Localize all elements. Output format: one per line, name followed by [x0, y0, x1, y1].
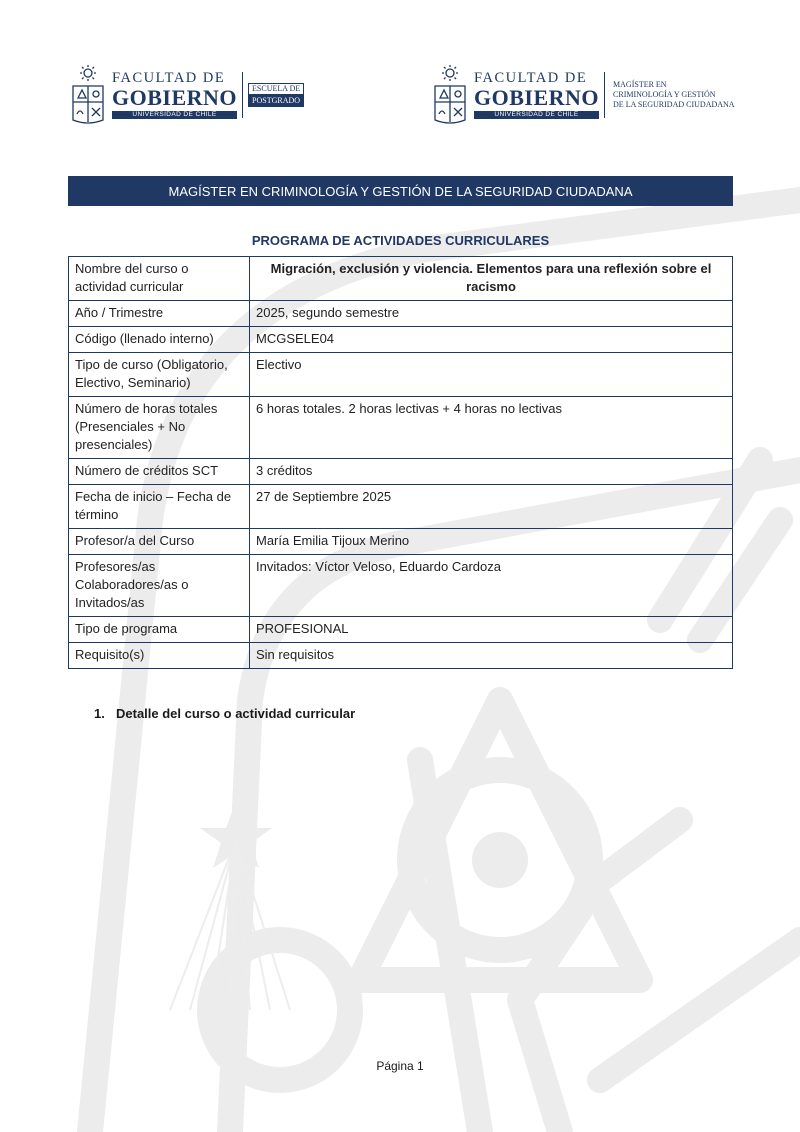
row-label: Número de horas totales (Presenciales + No presenciales): [69, 397, 250, 459]
row-label: Profesores/as Colaboradores/as o Invitados/as: [69, 555, 250, 617]
faculty-line-2: GOBIERNO: [112, 84, 238, 110]
row-value: María Emilia Tijoux Merino: [250, 529, 733, 555]
row-label: Nombre del curso o actividad curricular: [69, 257, 250, 301]
row-label: Número de créditos SCT: [69, 459, 250, 485]
row-value: 6 horas totales. 2 horas lectivas + 4 horas no lectivas: [250, 397, 733, 459]
program-line-1: MAGÍSTER EN: [613, 80, 667, 89]
table-row: [69, 643, 733, 669]
row-label: Tipo de programa: [69, 617, 250, 643]
table-row: [69, 327, 733, 353]
row-label: Tipo de curso (Obligatorio, Electivo, Seminario): [69, 353, 250, 397]
faculty-logo-left: [70, 64, 304, 126]
row-value: Electivo: [250, 353, 733, 397]
row-label: Fecha de inicio – Fecha de término: [69, 485, 250, 529]
row-value: 27 de Septiembre 2025: [250, 485, 733, 529]
faculty-line-1: FACULTAD DE: [474, 70, 588, 86]
table-row: [69, 353, 733, 397]
table-row: [69, 301, 733, 327]
logo-divider: [242, 72, 243, 118]
row-value: Sin requisitos: [250, 643, 733, 669]
program-banner: [68, 176, 733, 206]
faculty-line-1: FACULTAD DE: [112, 70, 226, 86]
university-label: UNIVERSIDAD DE CHILE: [474, 111, 599, 120]
course-detail-heading: [94, 706, 355, 721]
program-line-3: DE LA SEGURIDAD CIUDADANA: [613, 100, 735, 109]
school-line-2: POSTGRADO: [248, 95, 304, 107]
program-banner-title: MAGÍSTER EN CRIMINOLOGÍA Y GESTIÓN DE LA SEGURIDAD CIUDADANA: [168, 183, 633, 199]
row-value: 3 créditos: [250, 459, 733, 485]
row-label: Profesor/a del Curso: [69, 529, 250, 555]
section-title: PROGRAMA DE ACTIVIDADES CURRICULARES: [251, 233, 550, 248]
row-label: Código (llenado interno): [69, 327, 250, 353]
heading-title: Detalle del curso o actividad curricular: [116, 706, 356, 721]
table-row: [69, 485, 733, 529]
university-label: UNIVERSIDAD DE CHILE: [112, 111, 237, 120]
table-row: [69, 257, 733, 301]
page-number: Página 1: [376, 1059, 424, 1073]
faculty-line-2: GOBIERNO: [474, 84, 600, 110]
row-value: PROFESIONAL: [250, 617, 733, 643]
table-row: [69, 617, 733, 643]
course-name: Migración, exclusión y violencia. Elementos para una reflexión sobre el racismo: [250, 257, 733, 301]
table-row: [69, 555, 733, 617]
table-row: [69, 459, 733, 485]
row-value: Invitados: Víctor Veloso, Eduardo Cardoza: [250, 555, 733, 617]
university-seal-icon: [432, 64, 468, 126]
row-value: 2025, segundo semestre: [250, 301, 733, 327]
faculty-logo-right: [432, 64, 738, 126]
program-line-2: CRIMINOLOGÍA Y GESTIÓN: [613, 90, 716, 99]
logo-divider: [604, 72, 605, 118]
heading-number: 1.: [94, 706, 105, 721]
row-label: Requisito(s): [69, 643, 250, 669]
table-row: [69, 397, 733, 459]
row-label: Año / Trimestre: [69, 301, 250, 327]
university-seal-icon: [70, 64, 106, 126]
school-line-1: ESCUELA DE: [248, 83, 304, 95]
table-row: [69, 529, 733, 555]
course-info-table: [68, 256, 733, 669]
row-value: MCGSELE04: [250, 327, 733, 353]
